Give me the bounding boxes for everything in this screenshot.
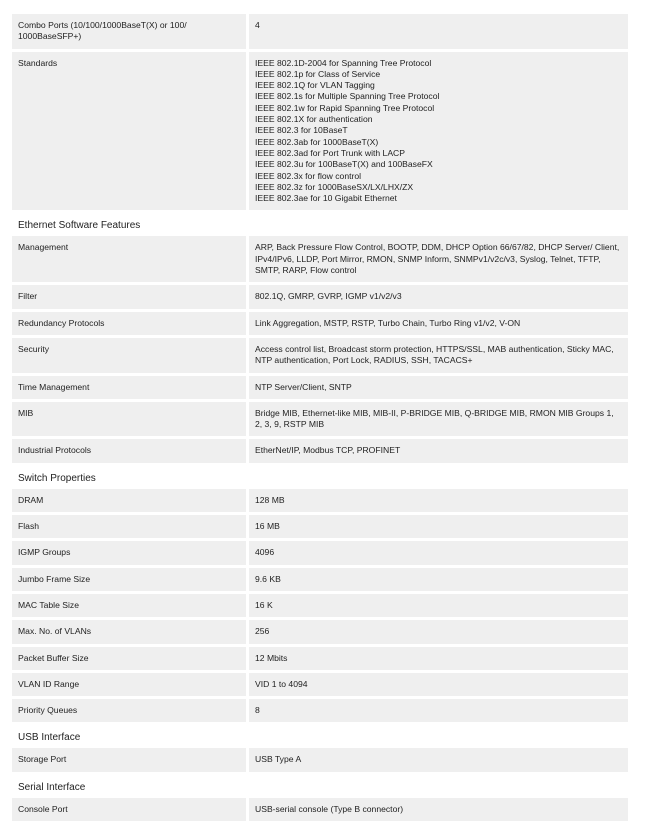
spec-value-line: IEEE 802.3u for 100BaseT(X) and 100BaseFX: [255, 159, 433, 170]
spec-value-line: IEEE 802.3z for 1000BaseSX/LX/LHX/ZX: [255, 181, 414, 192]
section-heading-usb-interface: USB Interface: [18, 732, 81, 744]
spec-row-max-no-of-vlans: [12, 620, 628, 643]
spec-value-line: 128 MB: [255, 494, 285, 505]
spec-value-line: IEEE 802.3ad for Port Trunk with LACP: [255, 147, 405, 158]
spec-value-line: IEEE 802.1Q for VLAN Tagging: [255, 80, 375, 91]
spec-row-combo-ports-10-100-1000baset-x-or-100-1000basesfp: [12, 14, 628, 49]
spec-label: VLAN ID Range: [12, 673, 246, 696]
spec-row-industrial-protocols: [12, 439, 628, 462]
spec-label: Console Port: [12, 798, 246, 821]
spec-label: Max. No. of VLANs: [12, 620, 246, 643]
spec-row-security: [12, 338, 628, 373]
spec-value-line: 8: [255, 705, 260, 716]
spec-label: Combo Ports (10/100/1000BaseT(X) or 100/ 1000BaseSFP+): [12, 14, 246, 49]
spec-label: IGMP Groups: [12, 541, 246, 564]
spec-row-jumbo-frame-size: [12, 568, 628, 591]
spec-label: Industrial Protocols: [12, 439, 246, 462]
spec-value-line: 802.1Q, GMRP, GVRP, IGMP v1/v2/v3: [255, 291, 402, 302]
spec-value-line: Access control list, Broadcast storm protection, HTTPS/SSL, MAB authentication, Sticky MAC, NTP authentication, Port Lock, RADIUS, SSH, TACACS+: [255, 343, 614, 366]
spec-label: Priority Queues: [12, 699, 246, 722]
spec-value-line: 9.6 KB: [255, 573, 281, 584]
spec-value: [249, 402, 628, 437]
spec-value-line: 12 Mbits: [255, 652, 288, 663]
spec-value-line: 256: [255, 626, 270, 637]
spec-value-line: EtherNet/IP, Modbus TCP, PROFINET: [255, 445, 401, 456]
spec-value-line: IEEE 802.3ab for 1000BaseT(X): [255, 136, 379, 147]
spec-value-line: 16 MB: [255, 521, 280, 532]
spec-row-priority-queues: [12, 699, 628, 722]
spec-value: [249, 673, 628, 696]
spec-value-line: IEEE 802.1D-2004 for Spanning Tree Protocol: [255, 57, 432, 68]
spec-value: [249, 52, 628, 211]
spec-row-dram: [12, 489, 628, 512]
spec-value: [249, 620, 628, 643]
spec-value-line: ARP, Back Pressure Flow Control, BOOTP, DDM, DHCP Option 66/67/82, DHCP Server/ Client, IPv4/IPv6, LLDP, Port Mirror, RMON, SNMP Inform, SNMPv1/v2c/v3, Syslog, Telnet, TFTP, SMTP, RARP, Flow control: [255, 242, 620, 276]
spec-row-management: [12, 236, 628, 282]
spec-label: Security: [12, 338, 246, 373]
spec-value-line: IEEE 802.1w for Rapid Spanning Tree Protocol: [255, 102, 435, 113]
spec-value-line: 4: [255, 20, 260, 30]
spec-value-line: NTP Server/Client, SNTP: [255, 381, 352, 392]
spec-value-line: 4096: [255, 547, 275, 558]
spec-value: [249, 312, 628, 335]
spec-label: Time Management: [12, 376, 246, 399]
spec-value-line: IEEE 802.3 for 10BaseT: [255, 125, 348, 136]
spec-label: Standards: [12, 52, 246, 211]
section-heading-ethernet-software-features: Ethernet Software Features: [18, 220, 141, 232]
spec-row-storage-port: [12, 748, 628, 771]
spec-row-standards: [12, 52, 628, 211]
spec-value: [249, 515, 628, 538]
spec-value: [249, 14, 628, 49]
spec-label: Management: [12, 236, 246, 282]
spec-value: [249, 236, 628, 282]
spec-value-line: Bridge MIB, Ethernet-like MIB, MIB-II, P-BRIDGE MIB, Q-BRIDGE MIB, RMON MIB Groups 1, 2, 3, 9, RSTP MIB: [255, 407, 614, 430]
spec-value: [249, 439, 628, 462]
spec-value-line: IEEE 802.1s for Multiple Spanning Tree Protocol: [255, 91, 440, 102]
spec-value-line: Link Aggregation, MSTP, RSTP, Turbo Chain, Turbo Ring v1/v2, V-ON: [255, 317, 521, 328]
spec-value: [249, 489, 628, 512]
spec-value: [249, 376, 628, 399]
spec-value: [249, 568, 628, 591]
spec-value: [249, 748, 628, 771]
spec-table: [12, 14, 628, 824]
spec-label: MIB: [12, 402, 246, 437]
spec-value-line: USB Type A: [255, 754, 302, 765]
spec-value: [249, 541, 628, 564]
spec-value: [249, 285, 628, 308]
spec-label: Jumbo Frame Size: [12, 568, 246, 591]
spec-row-packet-buffer-size: [12, 647, 628, 670]
spec-value: [249, 798, 628, 821]
spec-row-flash: [12, 515, 628, 538]
spec-row-vlan-id-range: [12, 673, 628, 696]
spec-value: [249, 699, 628, 722]
spec-label: DRAM: [12, 489, 246, 512]
spec-value-line: IEEE 802.3ae for 10 Gigabit Ethernet: [255, 193, 397, 204]
spec-value-line: IEEE 802.1p for Class of Service: [255, 68, 381, 79]
spec-label: Redundancy Protocols: [12, 312, 246, 335]
spec-value: [249, 338, 628, 373]
spec-value-line: 16 K: [255, 599, 273, 610]
spec-value-line: IEEE 802.3x for flow control: [255, 170, 362, 181]
spec-row-filter: [12, 285, 628, 308]
spec-label: Packet Buffer Size: [12, 647, 246, 670]
spec-row-mib: [12, 402, 628, 437]
spec-label: Flash: [12, 515, 246, 538]
spec-label: MAC Table Size: [12, 594, 246, 617]
section-heading-switch-properties: Switch Properties: [18, 472, 96, 484]
spec-value-line: USB-serial console (Type B connector): [255, 803, 404, 814]
spec-label: Storage Port: [12, 748, 246, 771]
spec-label: Filter: [12, 285, 246, 308]
spec-row-igmp-groups: [12, 541, 628, 564]
spec-value: [249, 647, 628, 670]
section-heading-serial-interface: Serial Interface: [18, 781, 86, 793]
spec-value-line: IEEE 802.1X for authentication: [255, 114, 373, 125]
spec-row-mac-table-size: [12, 594, 628, 617]
spec-row-time-management: [12, 376, 628, 399]
spec-value-line: VID 1 to 4094: [255, 678, 308, 689]
spec-row-console-port: [12, 798, 628, 821]
spec-row-redundancy-protocols: [12, 312, 628, 335]
spec-value: [249, 594, 628, 617]
